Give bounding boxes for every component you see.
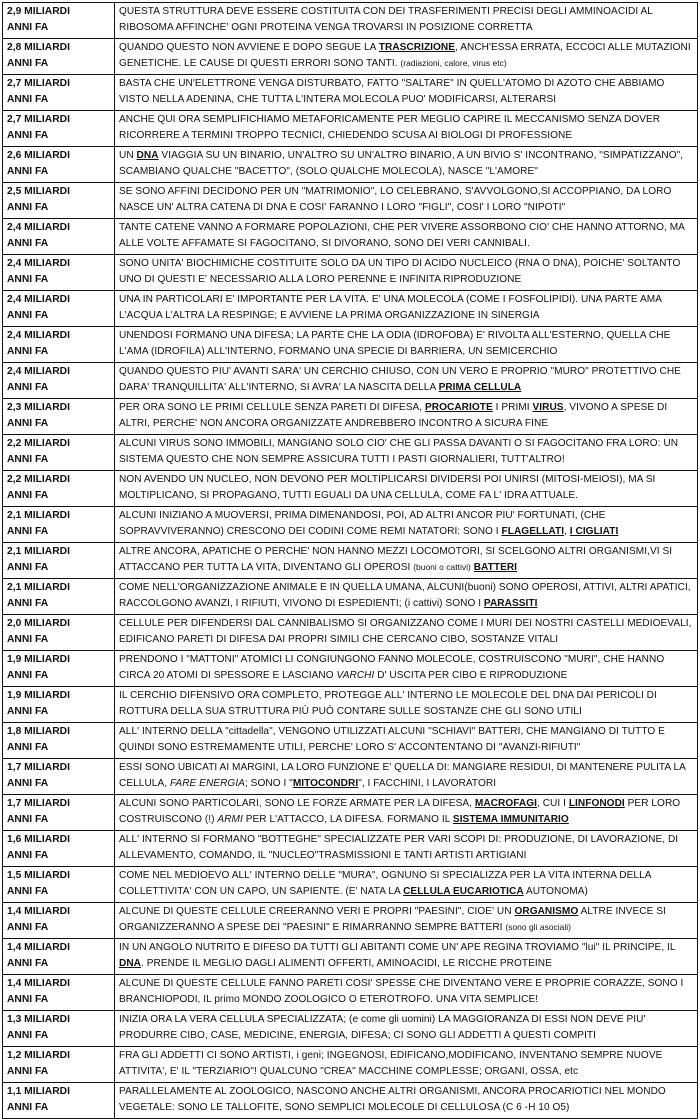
date-cell bbox=[3, 831, 115, 867]
timeline-row bbox=[3, 75, 698, 111]
date-cell bbox=[3, 435, 115, 471]
description-cell bbox=[115, 543, 698, 579]
description-text: IN UN ANGOLO NUTRITO E DIFESO DA TUTTI GLI ABITANTI COME UN' APE REGINA TROVIAMO "lui" IL PRINCIPE, IL bbox=[119, 942, 676, 953]
description-cell bbox=[115, 795, 698, 831]
date-value: 1,4 MILIARDI bbox=[7, 942, 70, 953]
description-text: (buoni o cattivi) bbox=[413, 561, 471, 572]
description-text: QUANDO QUESTO NON AVVIENE E DOPO SEGUE LA bbox=[119, 42, 379, 53]
highlighted-term: LINFONODI bbox=[568, 798, 625, 809]
description-cell bbox=[115, 867, 698, 903]
timeline-row bbox=[3, 471, 698, 507]
date-value: 2,6 MILIARDI bbox=[7, 150, 70, 161]
date-value: 1,2 MILIARDI bbox=[7, 1050, 70, 1061]
date-unit: ANNI FA bbox=[7, 202, 49, 213]
date-cell bbox=[3, 75, 115, 111]
description-text: ALCUNI SONO PARTICOLARI, SONO LE FORZE ARMATE PER LA DIFESA, bbox=[119, 798, 475, 809]
highlighted-term: PARASSITI bbox=[483, 597, 538, 609]
timeline-row bbox=[3, 903, 698, 939]
description-text: PER ORA SONO LE PRIMI CELLULE SENZA PARETI DI DIFESA, bbox=[119, 402, 425, 413]
date-unit: ANNI FA bbox=[7, 598, 49, 609]
date-cell bbox=[3, 651, 115, 687]
date-cell bbox=[3, 867, 115, 903]
description-text: ALCUNI INIZIANO A MUOVERSI, PRIMA DIMENANDOSI, POI, AD ALTRI ANCOR PIU' FORTUNATI, (CHE SOPRAVVIVERANNO) CRESCONO DEI CODINI COME REMI NATATORI: SONO I bbox=[119, 510, 606, 537]
description-text: , CUI I bbox=[537, 798, 569, 809]
description-cell bbox=[115, 327, 698, 363]
highlighted-term: ORGANISMO bbox=[514, 906, 579, 917]
date-cell bbox=[3, 147, 115, 183]
date-value: 1,8 MILIARDI bbox=[7, 726, 70, 737]
date-value: 2,4 MILIARDI bbox=[7, 330, 70, 341]
date-cell bbox=[3, 255, 115, 291]
date-unit: ANNI FA bbox=[7, 166, 49, 177]
date-cell bbox=[3, 471, 115, 507]
description-text: ALCUNI VIRUS SONO IMMOBILI, MANGIANO SOLO CIO' CHE GLI PASSA DAVANTI O SI FAGOCITANO FRA LORO: UN SISTEMA QUESTO CHE NON SEMPRE ASSICURA TUTTI I PASTI GIORNALIERI, TUTT'ALTRO! bbox=[119, 438, 679, 465]
date-value: 1,6 MILIARDI bbox=[7, 834, 70, 845]
date-unit: ANNI FA bbox=[7, 850, 49, 861]
timeline-row bbox=[3, 399, 698, 435]
date-unit: ANNI FA bbox=[7, 742, 49, 753]
description-cell bbox=[115, 687, 698, 723]
timeline-row bbox=[3, 687, 698, 723]
date-unit: ANNI FA bbox=[7, 22, 49, 33]
date-unit: ANNI FA bbox=[7, 454, 49, 465]
description-text: COME NELL'ORGANIZZAZIONE ANIMALE E IN QUELLA UMANA, ALCUNI(buoni) SONO OPEROSI, ATTIVI, ALTRI APATICI, RACCOLGONO AVANZI, I RIFIUTI, VIVONO DI ESPEDIENTI; (i cattivi) SONO I bbox=[119, 582, 691, 609]
date-cell bbox=[3, 183, 115, 219]
date-value: 1,4 MILIARDI bbox=[7, 906, 70, 917]
description-text: VIAGGIA SU UN BINARIO, UN'ALTRO SU UN'ALTRO BINARIO, A UN BIVIO S' INCONTRANO, "SIMPATIZZANO", SCAMBIANO QUALCHE "BACETTO", (SOLO QUALCHE MOLECOLA), NASCE "L'AMORE" bbox=[119, 150, 684, 177]
date-value: 2,2 MILIARDI bbox=[7, 438, 70, 449]
description-text: PRENDONO I "MATTONI" ATOMICI LI CONGIUNGONO FANNO MOLECOLE, COSTRUISCONO "MURI", CHE HANNO CIRCA 20 ATOMI DI SPESSORE E LASCIANO bbox=[119, 654, 665, 681]
date-value: 1,4 MILIARDI bbox=[7, 978, 70, 989]
date-unit: ANNI FA bbox=[7, 94, 49, 105]
date-value: 2,4 MILIARDI bbox=[7, 222, 70, 233]
date-cell bbox=[3, 579, 115, 615]
description-cell bbox=[115, 291, 698, 327]
description-text: VARCHI bbox=[336, 669, 375, 681]
description-cell bbox=[115, 723, 698, 759]
description-text: (sono gli asociali) bbox=[505, 921, 572, 932]
date-cell bbox=[3, 291, 115, 327]
date-cell bbox=[3, 111, 115, 147]
date-value: 2,7 MILIARDI bbox=[7, 78, 70, 89]
description-text: TANTE CATENE VANNO A FORMARE POPOLAZIONI, CHE PER VIVERE ASSORBONO CIO' CHE HANNO ATTORNO, MA ALLE VOLTE AFFAMATE SI FAGOCITANO, SI DIVORANO, SONO DEI VERI CANNIBALI. bbox=[119, 222, 685, 249]
date-value: 2,0 MILIARDI bbox=[7, 618, 70, 629]
date-unit: ANNI FA bbox=[7, 418, 49, 429]
description-cell bbox=[115, 1083, 698, 1119]
date-value: 1,1 MILIARDI bbox=[7, 1086, 70, 1097]
description-text: COME NEL MEDIOEVO ALL' INTERNO DELLE "MURA", OGNUNO SI SPECIALIZZA PER LA VITA INTERNA DELLA COLLETTIVITA' CON UN CAPO, UN SAPIENTE. (E' NATA LA bbox=[119, 870, 651, 897]
date-value: 2,8 MILIARDI bbox=[7, 42, 70, 53]
description-cell bbox=[115, 615, 698, 651]
highlighted-term: MITOCONDRI bbox=[292, 777, 359, 789]
date-unit: ANNI FA bbox=[7, 922, 49, 933]
date-unit: ANNI FA bbox=[7, 994, 49, 1005]
timeline-row bbox=[3, 831, 698, 867]
description-text: PER L'ATTACCO, LA DIFESA. FORMANO IL bbox=[242, 813, 453, 825]
description-cell bbox=[115, 507, 698, 543]
date-cell bbox=[3, 363, 115, 399]
timeline-row bbox=[3, 1047, 698, 1083]
description-cell bbox=[115, 219, 698, 255]
date-cell bbox=[3, 327, 115, 363]
date-unit: ANNI FA bbox=[7, 670, 49, 681]
timeline-row bbox=[3, 579, 698, 615]
highlighted-term: MACROFAGI bbox=[474, 798, 537, 809]
date-unit: ANNI FA bbox=[7, 886, 49, 897]
description-text: ARMI bbox=[217, 813, 243, 825]
description-text: SE SONO AFFINI DECIDONO PER UN "MATRIMONIO", LO CELEBRANO, S'AVVOLGONO,SI ACCOPPIANO, DA LORO NASCE UN' ALTRA CATENA DI DNA E COSI' FARANNO I LORO "FIGLI", COSI' I LORO "NIPOTI" bbox=[119, 186, 672, 213]
description-cell bbox=[115, 579, 698, 615]
date-cell bbox=[3, 507, 115, 543]
date-value: 2,4 MILIARDI bbox=[7, 258, 70, 269]
date-unit: ANNI FA bbox=[7, 238, 49, 249]
date-unit: ANNI FA bbox=[7, 382, 49, 393]
date-cell bbox=[3, 1047, 115, 1083]
description-cell bbox=[115, 471, 698, 507]
date-value: 1,3 MILIARDI bbox=[7, 1014, 70, 1025]
description-text: I PRIMI bbox=[492, 402, 533, 413]
timeline-row bbox=[3, 543, 698, 579]
date-unit: ANNI FA bbox=[7, 130, 49, 141]
date-unit: ANNI FA bbox=[7, 1030, 49, 1041]
date-cell bbox=[3, 615, 115, 651]
description-cell bbox=[115, 939, 698, 975]
timeline-row bbox=[3, 975, 698, 1011]
description-text: , ANCH'ESSA ERRATA, ECCOCI ALLE MUTAZIONI GENETICHE. LE CAUSE DI QUESTI ERRORI SONO TANTI. bbox=[119, 42, 691, 69]
timeline-row bbox=[3, 255, 698, 291]
date-value: 2,9 MILIARDI bbox=[7, 6, 70, 17]
description-text: UNENDOSI FORMANO UNA DIFESA; LA PARTE CHE LA ODIA (IDROFOBA) E' RIVOLTA ALL'ESTERNO, QUELLA CHE L'AMA (IDROFILA) ALL'INTERNO, FORMANO UNA SPECIE DI BARRIERA, UN SEMICERCHIO bbox=[119, 330, 671, 357]
highlighted-term: FLAGELLATI bbox=[501, 525, 565, 537]
date-unit: ANNI FA bbox=[7, 310, 49, 321]
description-text: UN bbox=[119, 150, 137, 161]
description-text: PER LORO COSTRUISCONO (!) bbox=[119, 798, 681, 825]
date-unit: ANNI FA bbox=[7, 706, 49, 717]
timeline-row bbox=[3, 39, 698, 75]
description-cell bbox=[115, 399, 698, 435]
highlighted-term: PROCARIOTE bbox=[424, 402, 493, 413]
description-text: . PRENDE IL MEGLIO DAGLI ALIMENTI OFFERTI, AMINOACIDI, LE RICCHE PROTEINE bbox=[141, 957, 552, 969]
timeline-row bbox=[3, 759, 698, 795]
highlighted-term: VIRUS bbox=[532, 402, 564, 413]
date-value: 2,3 MILIARDI bbox=[7, 402, 70, 413]
description-text: BASTA CHE UN'ELETTRONE VENGA DISTURBATO, FATTO "SALTARE" IN QUELL'ATOMO DI AZOTO CHE ABBIAMO VISTO NELLA ADENINA, CHE TUTTA L'INTERA MOLECOLA PUO' MODIFICARSI, ALTERARSI bbox=[119, 78, 665, 105]
highlighted-term: DNA bbox=[119, 957, 142, 969]
description-text: FRA GLI ADDETTI CI SONO ARTISTI, i geni; INGEGNOSI, EDIFICANO,MODIFICANO, INVENTANO SEMPRE NUOVE ATTIVITA', E' IL "TERZIARIO"! QUALCUNO "CREA" MACCHINE COMPLESSE; ORGANI, OSSA, etc bbox=[119, 1050, 663, 1077]
timeline-row bbox=[3, 867, 698, 903]
timeline-row bbox=[3, 183, 698, 219]
description-cell bbox=[115, 1047, 698, 1083]
date-value: 2,4 MILIARDI bbox=[7, 366, 70, 377]
description-cell bbox=[115, 183, 698, 219]
description-cell bbox=[115, 39, 698, 75]
description-text: PARALLELAMENTE AL ZOOLOGICO, NASCONO ANCHE ALTRI ORGANISMI, ANCORA PROCARIOTICI NEL MONDO VEGETALE: SONO LE TALLOFITE, SONO SEMPLICI MOLECOLE DI CELLULOSA (C 6 -H 10 O5) bbox=[119, 1086, 666, 1113]
date-unit: ANNI FA bbox=[7, 490, 49, 501]
description-text: CELLULE PER DIFENDERSI DAL CANNIBALISMO SI ORGANIZZANO COME I MURI DEI NOSTRI CASTELLI MEDIOEVALI, EDIFICANO PARETI DI DIFESA DAI PROPRI SIMILI CHE CERCANO CIBO, SOSTANZE VITALI bbox=[119, 618, 692, 645]
highlighted-term: DNA bbox=[136, 150, 159, 161]
highlighted-term: TRASCRIZIONE bbox=[378, 42, 456, 53]
date-unit: ANNI FA bbox=[7, 58, 49, 69]
date-cell bbox=[3, 399, 115, 435]
timeline-table bbox=[2, 2, 698, 1119]
description-cell bbox=[115, 147, 698, 183]
timeline-row bbox=[3, 219, 698, 255]
description-text: ALCUNE DI QUESTE CELLULE CREERANNO VERI E PROPRI "PAESINI", CIOE' UN bbox=[119, 906, 515, 917]
description-cell bbox=[115, 651, 698, 687]
description-text: AUTONOMA) bbox=[523, 885, 588, 897]
date-cell bbox=[3, 903, 115, 939]
description-text: SONO UNITA' BIOCHIMICHE COSTITUITE SOLO DA UN TIPO DI ACIDO NUCLEICO (RNA O DNA), POICHE' SOLTANTO UNO DI QUESTI E' NECESSARIO ALLA LORO PERENNE E INFINITA RIPRODUZIONE bbox=[119, 258, 681, 285]
timeline-row bbox=[3, 723, 698, 759]
description-text: QUANDO QUESTO PIU' AVANTI SARA' UN CERCHIO CHIUSO, CON UN VERO E PROPRIO "MURO" PROTETTIVO CHE DARA' TRANQUILLITA' ALL'INTERNO, SI AVRA' LA NASCITA DELLA bbox=[119, 366, 681, 393]
date-value: 1,7 MILIARDI bbox=[7, 798, 70, 809]
description-text: ALL' INTERNO DELLA "cittadella", VENGONO UTILIZZATI ALCUNI "SCHIAVI" BATTERI, CHE MANGIANO DI TUTTO E QUINDI SONO ESTREMAMENTE UTILI, PERCHE' LORO S' ACCONTENTANO DI "AVANZI-RIFIUTI" bbox=[119, 726, 665, 753]
description-text: UNA IN PARTICOLARI E' IMPORTANTE PER LA VITA. E' UNA MOLECOLA (COME I FOSFOLIPIDI). UNA PARTE AMA L'ACQUA L'ALTRA LA RESPINGE; E AVVIENE LA PRIMA ORGANIZZAZIONE IN SINERGIA bbox=[119, 294, 662, 321]
timeline-row bbox=[3, 291, 698, 327]
date-value: 2,7 MILIARDI bbox=[7, 114, 70, 125]
date-unit: ANNI FA bbox=[7, 958, 49, 969]
date-unit: ANNI FA bbox=[7, 1066, 49, 1077]
date-cell bbox=[3, 795, 115, 831]
date-cell bbox=[3, 1011, 115, 1047]
timeline-row bbox=[3, 1011, 698, 1047]
description-text: ALL' INTERNO SI FORMANO "BOTTEGHE" SPECIALIZZATE PER VARI SCOPI DI: PRODUZIONE, DI LAVORAZIONE, DI ALLEVAMENTO, COMANDO, IL "NUCLEO"TRASMISSIONI E TANTI ARTISTI ARTIGIANI bbox=[119, 834, 679, 861]
date-cell bbox=[3, 759, 115, 795]
description-text: ALTRE ANCORA, APATICHE O PERCHE' NON HANNO MEZZI LOCOMOTORI, SI SCELGONO ALTRI ORGANISMI,VI SI ATTACCANO PER TUTTA LA VITA, DIVENTANO GLI OPEROSI bbox=[119, 546, 673, 573]
date-value: 2,1 MILIARDI bbox=[7, 510, 70, 521]
description-cell bbox=[115, 363, 698, 399]
description-cell bbox=[115, 1011, 698, 1047]
date-value: 1,9 MILIARDI bbox=[7, 654, 70, 665]
date-value: 2,1 MILIARDI bbox=[7, 582, 70, 593]
date-value: 2,2 MILIARDI bbox=[7, 474, 70, 485]
description-cell bbox=[115, 435, 698, 471]
description-cell bbox=[115, 111, 698, 147]
highlighted-term: SISTEMA IMMUNITARIO bbox=[452, 813, 569, 825]
date-value: 2,4 MILIARDI bbox=[7, 294, 70, 305]
date-unit: ANNI FA bbox=[7, 562, 49, 573]
description-text: QUESTA STRUTTURA DEVE ESSERE COSTITUITA CON DEI TRASFERIMENTI PRECISI DEGLI AMMINOACIDI AL RIBOSOMA AFFINCHE' OGNI PROTEINA VENGA TROVARSI IN POSIZIONE CORRETTA bbox=[119, 6, 653, 33]
description-cell bbox=[115, 903, 698, 939]
description-text: ALCUNE DI QUESTE CELLULE FANNO PARETI COSI' SPESSE CHE DIVENTANO VERE E PROPRIE CORAZZE, SONO I BRANCHIOPODI, IL primo MONDO ZOOLOGICO O ETEROTROFO. UNA VITA SEMPLICE! bbox=[119, 978, 684, 1005]
description-cell bbox=[115, 75, 698, 111]
timeline-row bbox=[3, 363, 698, 399]
description-cell bbox=[115, 975, 698, 1011]
description-cell bbox=[115, 255, 698, 291]
description-text: , bbox=[564, 525, 570, 537]
timeline-row bbox=[3, 1083, 698, 1119]
date-unit: ANNI FA bbox=[7, 526, 49, 537]
description-text: , VIVONO A SPESE DI ALTRI, PERCHE' NON ANCORA ORGANIZZATE ANDREBBERO INCONTRO A SICURA FINE bbox=[119, 402, 668, 429]
description-text: NON AVENDO UN NUCLEO, NON DEVONO PER MOLTIPLICARSI DIVIDERSI POI UNIRSI (MITOSI-MEIOSI), MA SI MOLTIPLICANO, SI PROPAGANO, TUTTI EGUALI DA UNA CELLULA, COME FA L' IDRA ATTUALE. bbox=[119, 474, 656, 501]
date-cell bbox=[3, 723, 115, 759]
description-text: IL CERCHIO DIFENSIVO ORA COMPLETO, PROTEGGE ALL' INTERNO LE MOLECOLE DEL DNA DAI PERICOLI DI ROTTURA DELLA SUA STRUTTURA PIÙ PUÓ CONTARE SULLE SOSTANZE CHE GLI SONO UTILI bbox=[119, 690, 657, 717]
highlighted-term: I CIGLIATI bbox=[569, 525, 619, 537]
date-cell bbox=[3, 3, 115, 39]
timeline-row bbox=[3, 939, 698, 975]
date-cell bbox=[3, 1083, 115, 1119]
timeline-row bbox=[3, 3, 698, 39]
date-value: 2,1 MILIARDI bbox=[7, 546, 70, 557]
date-unit: ANNI FA bbox=[7, 1102, 49, 1113]
timeline-row bbox=[3, 651, 698, 687]
date-value: 1,7 MILIARDI bbox=[7, 762, 70, 773]
description-text: ", I FACCHINI, I LAVORATORI bbox=[358, 777, 497, 789]
description-text: (radiazioni, calore, virus etc) bbox=[400, 57, 507, 68]
timeline-body bbox=[3, 3, 698, 1119]
date-cell bbox=[3, 975, 115, 1011]
highlighted-term: PRIMA CELLULA bbox=[438, 381, 522, 393]
date-unit: ANNI FA bbox=[7, 634, 49, 645]
description-cell bbox=[115, 831, 698, 867]
timeline-row bbox=[3, 507, 698, 543]
date-cell bbox=[3, 939, 115, 975]
date-cell bbox=[3, 219, 115, 255]
date-value: 1,9 MILIARDI bbox=[7, 690, 70, 701]
description-cell bbox=[115, 3, 698, 39]
timeline-row bbox=[3, 615, 698, 651]
description-text: FARE ENERGIA bbox=[169, 777, 245, 789]
date-unit: ANNI FA bbox=[7, 346, 49, 357]
date-unit: ANNI FA bbox=[7, 778, 49, 789]
description-text: ESSI SONO UBICATI AI MARGINI, LA LORO FUNZIONE E' QUELLA DI: MANGIARE RESIDUI, DI MANTENERE PULITA LA CELLULA, bbox=[119, 762, 686, 789]
date-value: 1,5 MILIARDI bbox=[7, 870, 70, 881]
timeline-row bbox=[3, 147, 698, 183]
date-cell bbox=[3, 39, 115, 75]
description-cell bbox=[115, 759, 698, 795]
description-text: INIZIA ORA LA VERA CELLULA SPECIALIZZATA; (e come gli uomini) LA MAGGIORANZA DI ESSI NON DEVE PIU' PRODURRE CIBO, CASE, MEDICINE, ENERGIA, DIFESA; CI SONO GLI ADDETTI A QUESTI COMPITI bbox=[119, 1014, 646, 1041]
highlighted-term: BATTERI bbox=[473, 561, 518, 573]
date-cell bbox=[3, 543, 115, 579]
date-unit: ANNI FA bbox=[7, 274, 49, 285]
timeline-row bbox=[3, 795, 698, 831]
description-text: D' USCITA PER CIBO E RIPRODUZIONE bbox=[374, 669, 568, 681]
timeline-row bbox=[3, 327, 698, 363]
date-unit: ANNI FA bbox=[7, 814, 49, 825]
timeline-row bbox=[3, 435, 698, 471]
timeline-row bbox=[3, 111, 698, 147]
date-value: 2,5 MILIARDI bbox=[7, 186, 70, 197]
description-text: ALTRE INVECE SI ORGANIZZERANNO A SPESE DEI "PAESINI" E RIMARRANNO SEMPRE BATTERI bbox=[119, 906, 666, 933]
highlighted-term: CELLULA EUCARIOTICA bbox=[403, 885, 524, 897]
description-text: ; SONO I " bbox=[244, 777, 293, 789]
description-text: ANCHE QUI ORA SEMPLIFICHIAMO METAFORICAMENTE PER MEGLIO CAPIRE IL MECCANISMO SENZA DOVER RICORRERE A TERMINI TROPPO TECNICI, CHIEDENDO SCUSA AI BIOLOGI DI PROFESSIONE bbox=[119, 114, 661, 141]
date-cell bbox=[3, 687, 115, 723]
